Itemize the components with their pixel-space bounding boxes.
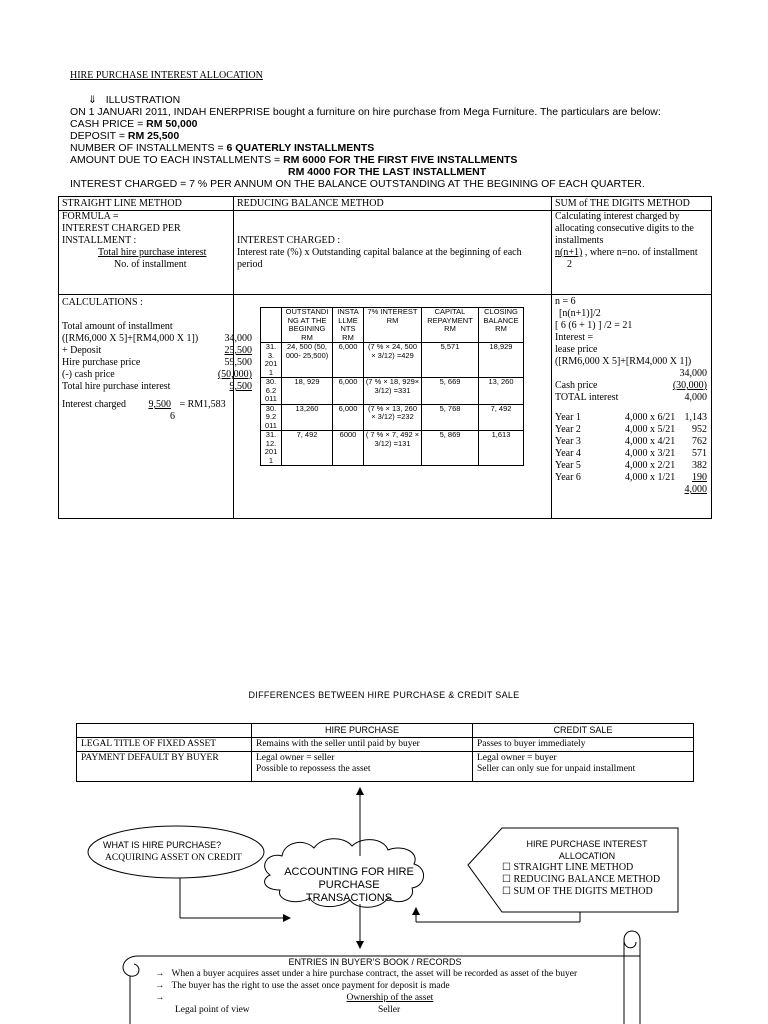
straight-line-formula: FORMULA = INTEREST CHARGED PER INSTALLMENT : Total hire purchase interest No. of installment [62,211,207,270]
straight-line-calculations: CALCULATIONS : Total amount of installment ([RM6,000 X 5]+[RM4,000 X 1]) 34,000 + Deposit 25,500 Hire purchase price 59,500 (-) cash price (50,000) Total hire purchase interest 9,500 Interest charged 9,500 = RM1,583 6 [62,297,252,422]
year-row: Year 2 4,000 x 5/21 952 [555,424,707,435]
year-row: Year 4 4,000 x 3/21 571 [555,448,707,459]
reducing-balance-table: OUTSTANDI NG AT THE BEGINING RM INSTA LLME NTS RM 7% INTEREST RM CAPITAL REPAYMENT RM CLOSING BALANCE RM 31. 3. 201 1 24, 500 (50, 000- 25,500) 6,000 (7 % × 24, 500 × 3/12) =429 5,571 18,929 30. 6.2 011 18, 929 6,000 (7 % × 18, 929× 3/12) =331 5, 669 13, 260 30. 9.2 011 13,260 6,000 (7 % × 13, 260 × 3/12) =232 5, 768 7, 492 31. 12. 201 1 7, 492 6000 ( 7 % × 7, 492 × 3/12) =131 5, 869 1,613 [260,307,524,466]
years-total: 4,000 [684,484,707,495]
entries-section: ENTRIES IN BUYER’S BOOK / RECORDS → When a buyer acquires asset under a hire purchase contract, the asset will be recorded as asset of the buyer → The buyer has the right to use the asset once payment for deposit is made → Ownership of the asset Legal point of view Seller [155,956,595,1016]
installments-line: NUMBER OF INSTALLMENTS = 6 QUATERLY INSTALLMENTS [70,142,375,154]
illustration-line1: ON 1 JANUARI 2011, INDAH ENERPRISE bought a furniture on hire purchase from Mega Furniture. The particulars are below: [70,106,661,118]
straight-line-heading: STRAIGHT LINE METHOD [62,198,182,209]
sum-of-digits-formula: Calculating interest charged by allocating consecutive digits to the installments n(n+1) , where n=no. of installment 2 [555,211,698,270]
amount-line-2: RM 4000 FOR THE LAST INSTALLMENT [288,166,487,178]
checkbox-icon: ☐ [502,886,511,897]
reducing-balance-row: 31. 3. 201 1 24, 500 (50, 000- 25,500) 6,000 (7 % × 24, 500 × 3/12) =429 5,571 18,929 [261,343,524,378]
year-row: Year 5 4,000 x 2/21 382 [555,460,707,471]
year-row: Year 1 4,000 x 6/21 1,143 [555,412,707,423]
reducing-balance-row: 31. 12. 201 1 7, 492 6000 ( 7 % × 7, 492 × 3/12) =131 5, 869 1,613 [261,431,524,466]
down-arrow-icon: ⇓ [88,94,97,106]
document-title: HIRE PURCHASE INTEREST ALLOCATION [70,70,263,81]
reducing-balance-row: 30. 9.2 011 13,260 6,000 (7 % × 13, 260 × 3/12) =232 5, 768 7, 492 [261,404,524,431]
year-row: Year 6 4,000 x 1/21 190 [555,472,707,483]
sum-of-digits-heading: SUM of THE DIGITS METHOD [555,198,690,209]
reducing-balance-heading: REDUCING BALANCE METHOD [237,198,384,209]
what-is-hp-answer: ACQUIRING ASSET ON CREDIT [105,853,242,863]
differences-table: HIRE PURCHASE CREDIT SALE LEGAL TITLE OF FIXED ASSET Remains with the seller until paid by buyer Passes to buyer immediately PAYMENT DEFAULT BY BUYER Legal owner = seller Possible to repossess the asset Legal owner = buyer Seller can only sue for unpaid installment [76,723,694,782]
arrow-icon: → [155,981,165,991]
reducing-balance-row: 30. 6.2 011 18, 929 6,000 (7 % × 18, 929× 3/12) =331 5, 669 13, 260 [261,378,524,405]
arrow-icon: → [155,969,165,979]
year-row: Year 3 4,000 x 4/21 762 [555,436,707,447]
sum-of-digits-calculations: n = 6 [n(n+1)]/2 [ 6 (6 + 1) ] /2 = 21 Interest = lease price ([RM6,000 X 5]+[RM4,000 X 1]) 34,000 Cash price (30,000) TOTAL interest 4,000 Year 1 4,000 x 6/21 1,143 Year 2 4,000 x 5/21 952 Year 3 4,000 x 4/21 762 Year 4 4,000 x 3/21 571 Year 5 4,000 x 2/21 382 Year 6 4,000 x 1/21 190 4,000 [555,296,707,495]
differences-title: DIFFERENCES BETWEEN HIRE PURCHASE & CREDIT SALE [248,690,520,700]
checkbox-icon: ☐ [502,874,511,885]
amount-line: AMOUNT DUE TO EACH INSTALLMENTS = RM 6000 FOR THE FIRST FIVE INSTALLMENTS [70,154,518,166]
allocation-box: HIRE PURCHASE INTEREST ALLOCATION ☐ STRAIGHT LINE METHOD ☐ REDUCING BALANCE METHOD ☐ SUM OF THE DIGITS METHOD [502,839,661,897]
arrow-icon: → [155,993,165,1003]
entries-title: ENTRIES IN BUYER’S BOOK / RECORDS [288,957,462,967]
interest-charged-line: Interest charged 9,500 = RM1,583 [62,399,226,410]
what-is-hp-question: WHAT IS HIRE PURCHASE? [103,840,222,850]
reducing-balance-formula: INTEREST CHARGED : Interest rate (%) x Outstanding capital balance at the beginning of each period [237,235,522,270]
checkbox-icon: ☐ [502,862,511,873]
interest-line: INTEREST CHARGED = 7 % PER ANNUM ON THE BALANCE OUTSTANDING AT THE BEGINING OF EACH QUARTER. [70,178,645,190]
deposit-line: DEPOSIT = RM 25,500 [70,130,180,142]
illustration-label: ILLUSTRATION [105,94,181,106]
cash-price-line: CASH PRICE = RM 50,000 [70,118,198,130]
center-topic: ACCOUNTING FOR HIRE PURCHASE TRANSACTIONS [284,866,414,904]
